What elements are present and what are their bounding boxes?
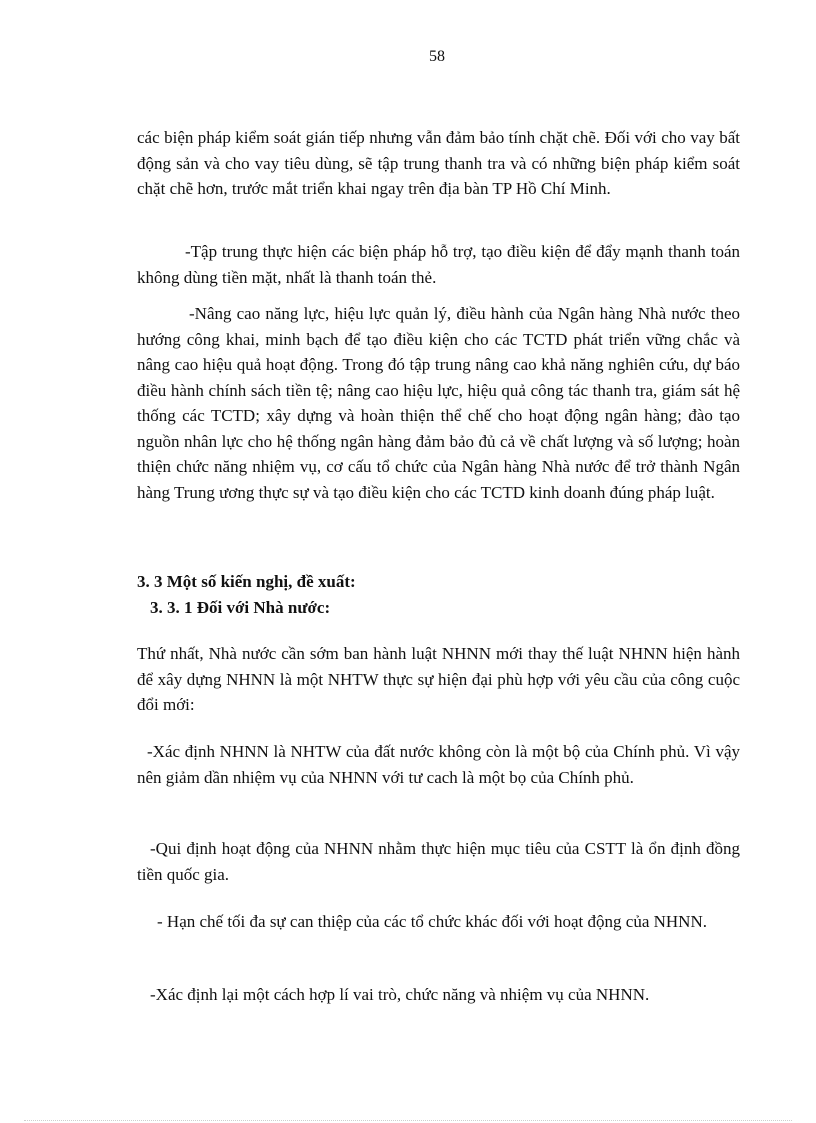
paragraph-8: [150, 982, 740, 1008]
section-heading: 3. 3 Một số kiến nghị, đề xuất:: [137, 572, 356, 591]
paragraph-text: - Hạn chế tối đa sự can thiệp của các tổ chức khác đối với hoạt động của NHNN.: [157, 912, 707, 931]
subsection-heading: 3. 3. 1 Đối với Nhà nước:: [150, 598, 331, 617]
paragraph-text: Thứ nhất, Nhà nước cần sớm ban hành luật NHNN mới thay thế luật NHNN hiện hành để xây dựng NHNN là một NHTW thực sự hiện đại phù hợp với yêu cầu của công cuộc đổi mới:: [137, 644, 740, 714]
paragraph-7: [146, 909, 740, 935]
paragraph-6: [137, 836, 740, 887]
paragraph-text: -Qui định hoạt động của NHNN nhằm thực hiện mục tiêu của CSTT là ổn định đồng tiền quốc gia.: [137, 839, 740, 884]
paragraph-3: [137, 301, 740, 505]
paragraph-2: [137, 239, 740, 290]
paragraph-text: -Xác định lại một cách hợp lí vai trò, chức năng và nhiệm vụ của NHNN.: [150, 985, 650, 1004]
page-bottom-divider: [24, 1120, 792, 1121]
paragraph-text: các biện pháp kiểm soát gián tiếp nhưng vẫn đảm bảo tính chặt chẽ. Đối với cho vay bất động sản và cho vay tiêu dùng, sẽ tập trung thanh tra và có những biện pháp kiểm soát chặt chẽ hơn, trước mắt triển khai ngay trên địa bàn TP Hồ Chí Minh.: [137, 128, 740, 198]
paragraph-text: -Tập trung thực hiện các biện pháp hỗ trợ, tạo điều kiện để đẩy mạnh thanh toán không dùng tiền mặt, nhất là thanh toán thẻ.: [137, 242, 740, 287]
page-number: 58: [429, 48, 445, 65]
paragraph-text: -Xác định NHNN là NHTW của đất nước không còn là một bộ của Chính phủ. Vì vậy nên giảm dần nhiệm vụ của NHNN với tư cach là một bọ của Chính phủ.: [137, 742, 740, 787]
paragraph-text: -Nâng cao năng lực, hiệu lực quản lý, điều hành của Ngân hàng Nhà nước theo hướng công khai, minh bạch để tạo điều kiện cho các TCTD phát triển vững chắc và nâng cao hiệu quả hoạt động. Trong đó tập trung nâng cao khả năng nghiên cứu, dự báo điều hành chính sách tiền tệ; nâng cao hiệu lực, hiệu quả công tác thanh tra, giám sát hệ thống các TCTD; xây dựng và hoàn thiện thể chế cho hoạt động ngân hàng; đào tạo nguồn nhân lực cho hệ thống ngân hàng đảm bảo đủ cả về chất lượng và số lượng; hoàn thiện chức năng nhiệm vụ, cơ cấu tổ chức của Ngân hàng Nhà nước để trở thành Ngân hàng Trung ương thực sự và tạo điều kiện cho các TCTD kinh doanh đúng pháp luật.: [137, 304, 740, 502]
paragraph-4: [137, 641, 740, 718]
paragraph-5: [137, 739, 740, 790]
paragraph-1: [137, 125, 740, 202]
